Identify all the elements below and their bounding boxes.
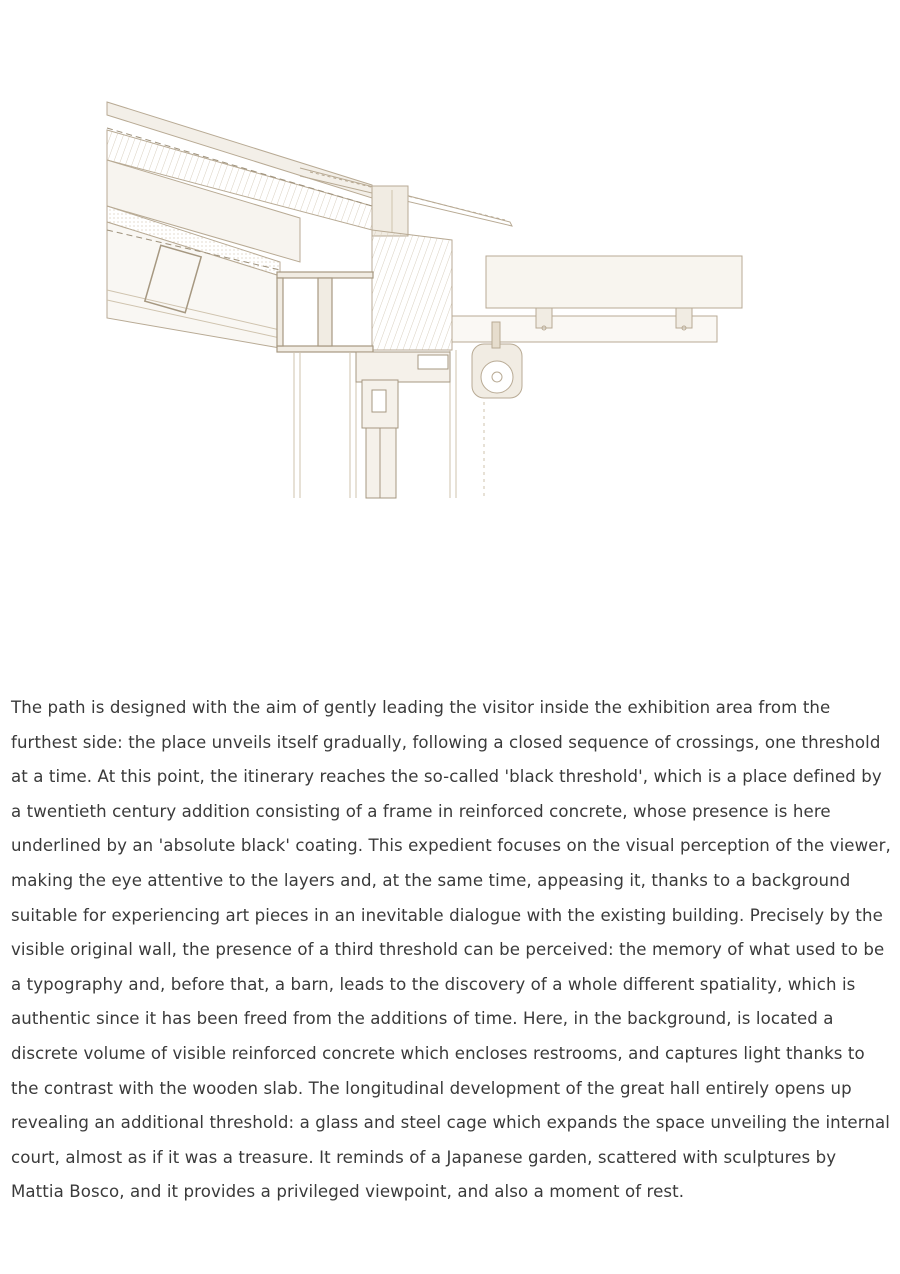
article-paragraph: The path is designed with the aim of gently leading the visitor inside the exhibition area from the furthest side: the place unveils itself gradually, following a closed sequence of crossings, one threshold at a time. At this point, the itinerary reaches the so-called 'black threshold', which is a place defined by a twentieth century addition consisting of a frame in reinforced concrete, whose presence is here underlined by an 'absolute black' coating. This expedient focuses on the visual perception of the viewer, making the eye attentive to the layers and, at the same time, appeasing it, thanks to a background suitable for experiencing art pieces in an inevitable dialogue with the existing building. Precisely by the visible original wall, the presence of a third threshold can be perceived: the memory of what used to be a typography and, before that, a barn, leads to the discovery of a whole different spatiality, which is authentic since it has been freed from the additions of time. Here, in the background, is located a discrete volume of visible reinforced concrete which encloses restrooms, and captures light thanks to the contrast with the wooden slab. The longitudinal development of the great hall entirely opens up revealing an additional threshold: a glass and steel cage which expands the space unveiling the internal court, almost as if it was a treasure. It reminds of a Japanese garden, scattered with sculptures by Mattia Bosco, and it provides a privileged viewpoint, and also a moment of rest. xyxy=(11,698,891,1202)
window-frame-profile xyxy=(356,352,450,498)
steel-i-beam xyxy=(277,272,373,352)
sliding-rail xyxy=(452,256,742,398)
beam-head xyxy=(372,186,452,350)
